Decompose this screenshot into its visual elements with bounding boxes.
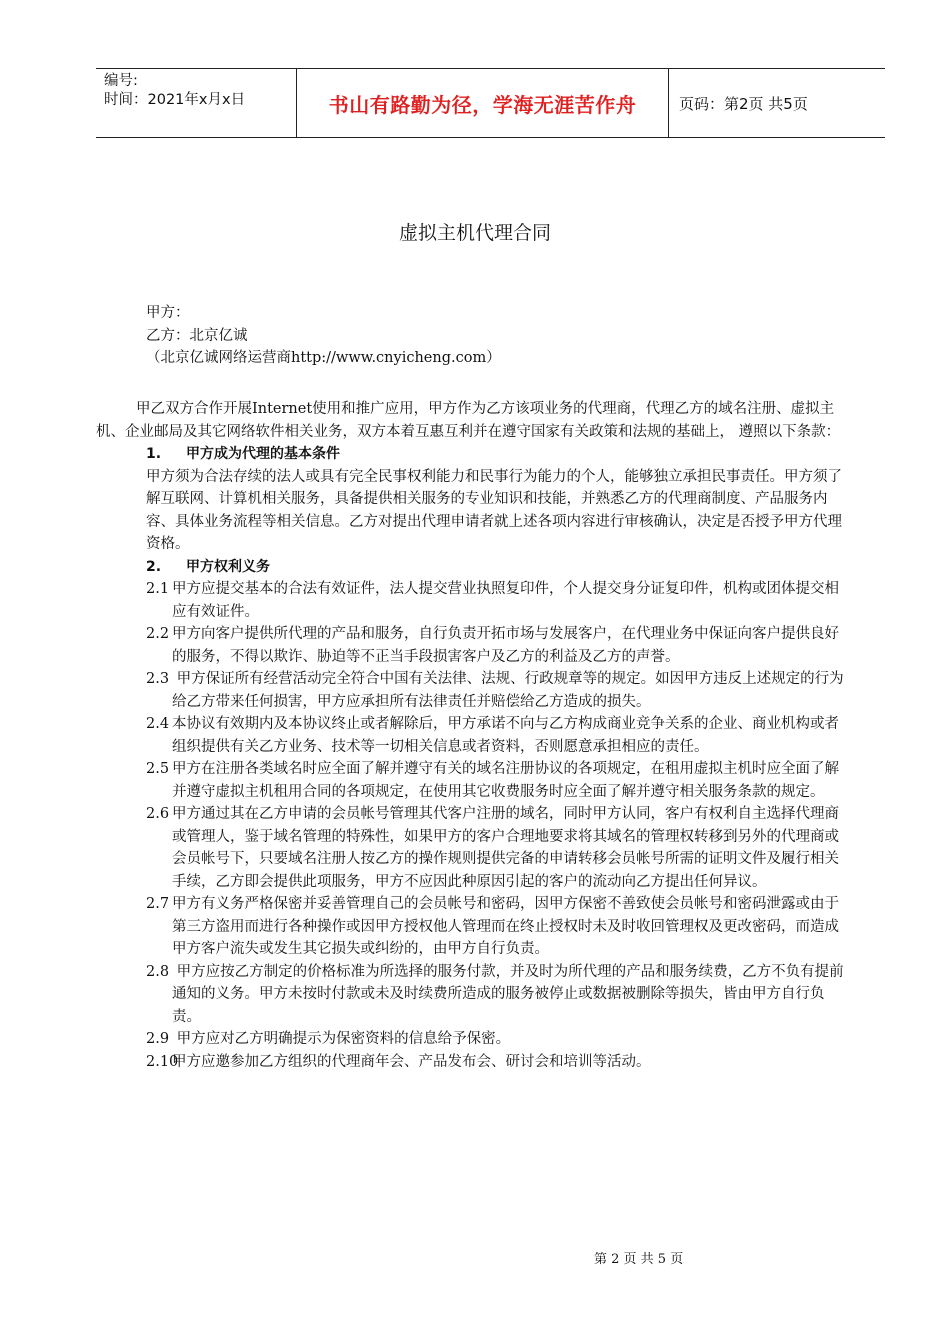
- header-meta: [96, 69, 297, 137]
- clause-number: 2.6: [146, 806, 170, 822]
- clause-2-8: [96, 961, 846, 1029]
- clause-2-10: [96, 1051, 846, 1074]
- header-page-info: 页码：第2页 共5页: [679, 94, 808, 113]
- clause-text: 甲方有义务严格保密并妥善管理自己的会员帐号和密码，因甲方保密不善致使会员帐号和密码泄露或由于第三方盗用而进行各种操作或因甲方授权他人管理而在终止授权时未及时收回管理权及更改密码，而造成甲方客户流失或发生其它损失或纠纷的，由甲方自行负责。: [172, 896, 839, 957]
- clause-text: 甲方在注册各类域名时应全面了解并遵守有关的域名注册协议的各项规定，在租用虚拟主机时应全面了解并遵守虚拟主机租用合同的各项规定，在使用其它收费服务时应全面了解并遵守相关服务条款的规定。: [172, 761, 839, 800]
- clause-2-5: [96, 758, 846, 803]
- party-b: 乙方：北京亿诚: [146, 327, 248, 344]
- parties-block: [146, 302, 501, 370]
- clause-text: 甲方通过其在乙方申请的会员帐号管理其代客户注册的域名，同时甲方认同，客户有权利自主选择代理商或管理人，鉴于域名管理的特殊性，如果甲方的客户合理地要求将其域名的管理权转移到另外的代理商或会员帐号下，只要域名注册人按乙方的操作规则提供完备的申请转移会员帐号所需的证明文件及履行相关手续，乙方即会提供此项服务，甲方不应因此种原因引起的客户的流动向乙方提出任何异议。: [172, 806, 839, 890]
- section-1-number: 1.: [146, 446, 162, 462]
- clause-number: 2.2: [146, 626, 170, 642]
- clause-2-7: [96, 893, 846, 961]
- party-b-note: （北京亿诚网络运营商http://www.cnyicheng.com）: [146, 350, 501, 366]
- clause-2-2: [96, 623, 846, 668]
- clause-text: 甲方应按乙方制定的价格标准为所选择的服务付款，并及时为所代理的产品和服务续费，乙方不负有提前通知的义务。甲方未按时付款或未及时续费所造成的服务被停止或数据被删除等损失，皆由甲方自行负责。: [172, 963, 844, 1025]
- section-1-heading: [96, 443, 846, 466]
- section-2-title: 甲方权利义务: [186, 558, 270, 575]
- clause-2-9: [96, 1028, 846, 1051]
- page-header: [96, 68, 885, 138]
- clause-2-4: [96, 713, 846, 758]
- clause-number: 2.10: [146, 1053, 179, 1070]
- clause-text: 甲方向客户提供所代理的产品和服务，自行负责开拓市场与发展客户，在代理业务中保证向客户提供良好的服务，不得以欺诈、胁迫等不正当手段损害客户及乙方的利益及乙方的声誉。: [172, 626, 839, 665]
- clause-text: 本协议有效期内及本协议终止或者解除后，甲方承诺不向与乙方构成商业竞争关系的企业、商业机构或者组织提供有关乙方业务、技术等一切相关信息或者资料，否则愿意承担相应的责任。: [172, 716, 839, 755]
- page-footer: 第 2 页 共 5 页: [594, 1252, 684, 1267]
- intro-paragraph: 甲乙双方合作开展Internet使用和推广应用，甲方作为乙方该项业务的代理商，代理乙方的域名注册、虚拟主机、企业邮局及其它网络软件相关业务，双方本着互惠互利并在遵守国家有关政策和法规的基础上， 遵照以下条款：: [96, 401, 841, 440]
- section-2-number: 2.: [146, 558, 162, 575]
- clause-number: 2.4: [146, 716, 170, 732]
- clause-number: 2.3: [146, 671, 170, 687]
- clause-text: 甲方应邀参加乙方组织的代理商年会、产品发布会、研讨会和培训等活动。: [172, 1053, 651, 1070]
- contract-body: [96, 398, 846, 1073]
- clause-number: 2.9: [146, 1031, 170, 1047]
- section-1-text: 甲方须为合法存续的法人或具有完全民事权利能力和民事行为能力的个人，能够独立承担民事责任。甲方须了解互联网、计算机相关服务，具备提供相关服务的专业知识和技能，并熟悉乙方的代理商制度、产品服务内容、具体业务流程等相关信息。乙方对提出代理申请者就上述各项内容进行审核确认，决定是否授予甲方代理资格。: [146, 468, 842, 552]
- clause-number: 2.1: [146, 581, 170, 597]
- clause-2-3: [96, 668, 846, 713]
- clause-2-6: [96, 803, 846, 893]
- section-1-title: 甲方成为代理的基本条件: [186, 446, 340, 462]
- clause-number: 2.5: [146, 761, 170, 777]
- header-motto: 书山有路勤为径，学海无涯苦作舟: [297, 69, 669, 137]
- party-a: 甲方：: [146, 305, 190, 321]
- clause-number: 2.8: [146, 963, 170, 980]
- document-title: 虚拟主机代理合同: [398, 222, 551, 244]
- document-number-label: 编号:: [104, 73, 138, 89]
- clause-text: 甲方应对乙方明确提示为保密资料的信息给予保密。: [172, 1031, 511, 1047]
- section-2-heading: [96, 556, 846, 579]
- clause-number: 2.7: [146, 896, 170, 912]
- clause-text: 甲方应提交基本的合法有效证件，法人提交营业执照复印件，个人提交身分证复印件，机构或团体提交相应有效证件。: [172, 581, 839, 620]
- document-time: 时间：2021年x月x日: [104, 92, 246, 108]
- clause-2-1: [96, 578, 846, 623]
- clause-text: 甲方保证所有经营活动完全符合中国有关法律、法规、行政规章等的规定。如因甲方违反上述规定的行为给乙方带来任何损害，甲方应承担所有法律责任并赔偿给乙方造成的损失。: [172, 671, 844, 710]
